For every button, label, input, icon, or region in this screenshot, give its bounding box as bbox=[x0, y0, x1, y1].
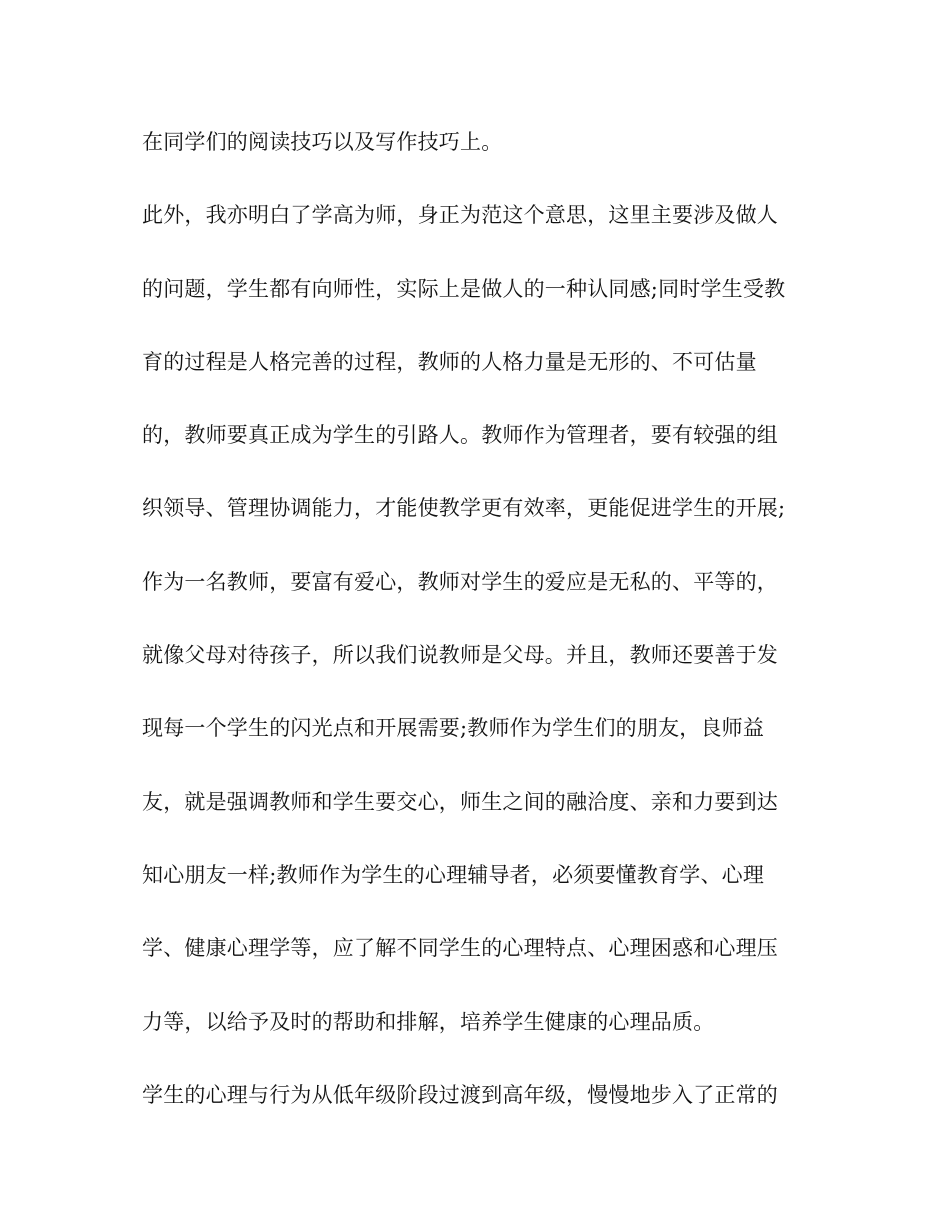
body-text bbox=[142, 122, 822, 1148]
text-line: 的问题，学生都有向师性，实际上是做人的一种认同感;同时学生受教 bbox=[142, 276, 786, 301]
text-line: 此外，我亦明白了学高为师，身正为范这个意思，这里主要涉及做人 bbox=[142, 203, 778, 228]
text-line: 的，教师要真正成为学生的引路人。教师作为管理者，要有较强的组 bbox=[142, 423, 778, 448]
text-line: 友，就是强调教师和学生要交心，师生之间的融洽度、亲和力要到达 bbox=[142, 789, 778, 814]
text-line: 育的过程是人格完善的过程，教师的人格力量是无形的、不可估量 bbox=[142, 349, 757, 374]
text-line: 力等，以给予及时的帮助和排解，培养学生健康的心理品质。 bbox=[142, 1009, 715, 1034]
text-line: 现每一个学生的闪光点和开展需要;教师作为学生们的朋友，良师益 bbox=[142, 716, 765, 741]
text-line: 作为一名教师，要富有爱心，教师对学生的爱应是无私的、平等的， bbox=[142, 569, 778, 594]
text-line: 在同学们的阅读技巧以及写作技巧上。 bbox=[142, 130, 503, 154]
text-line: 学生的心理与行为从低年级阶段过渡到高年级，慢慢地步入了正常的 bbox=[142, 1082, 778, 1107]
text-line: 知心朋友一样;教师作为学生的心理辅导者，必须要懂教育学、心理 bbox=[142, 862, 765, 887]
text-line: 就像父母对待孩子，所以我们说教师是父母。并且，教师还要善于发 bbox=[142, 643, 778, 668]
text-line: 织领导、管理协调能力，才能使教学更有效率，更能促进学生的开展; bbox=[142, 496, 786, 521]
text-line: 学、健康心理学等，应了解不同学生的心理特点、心理困惑和心理压 bbox=[142, 936, 778, 961]
